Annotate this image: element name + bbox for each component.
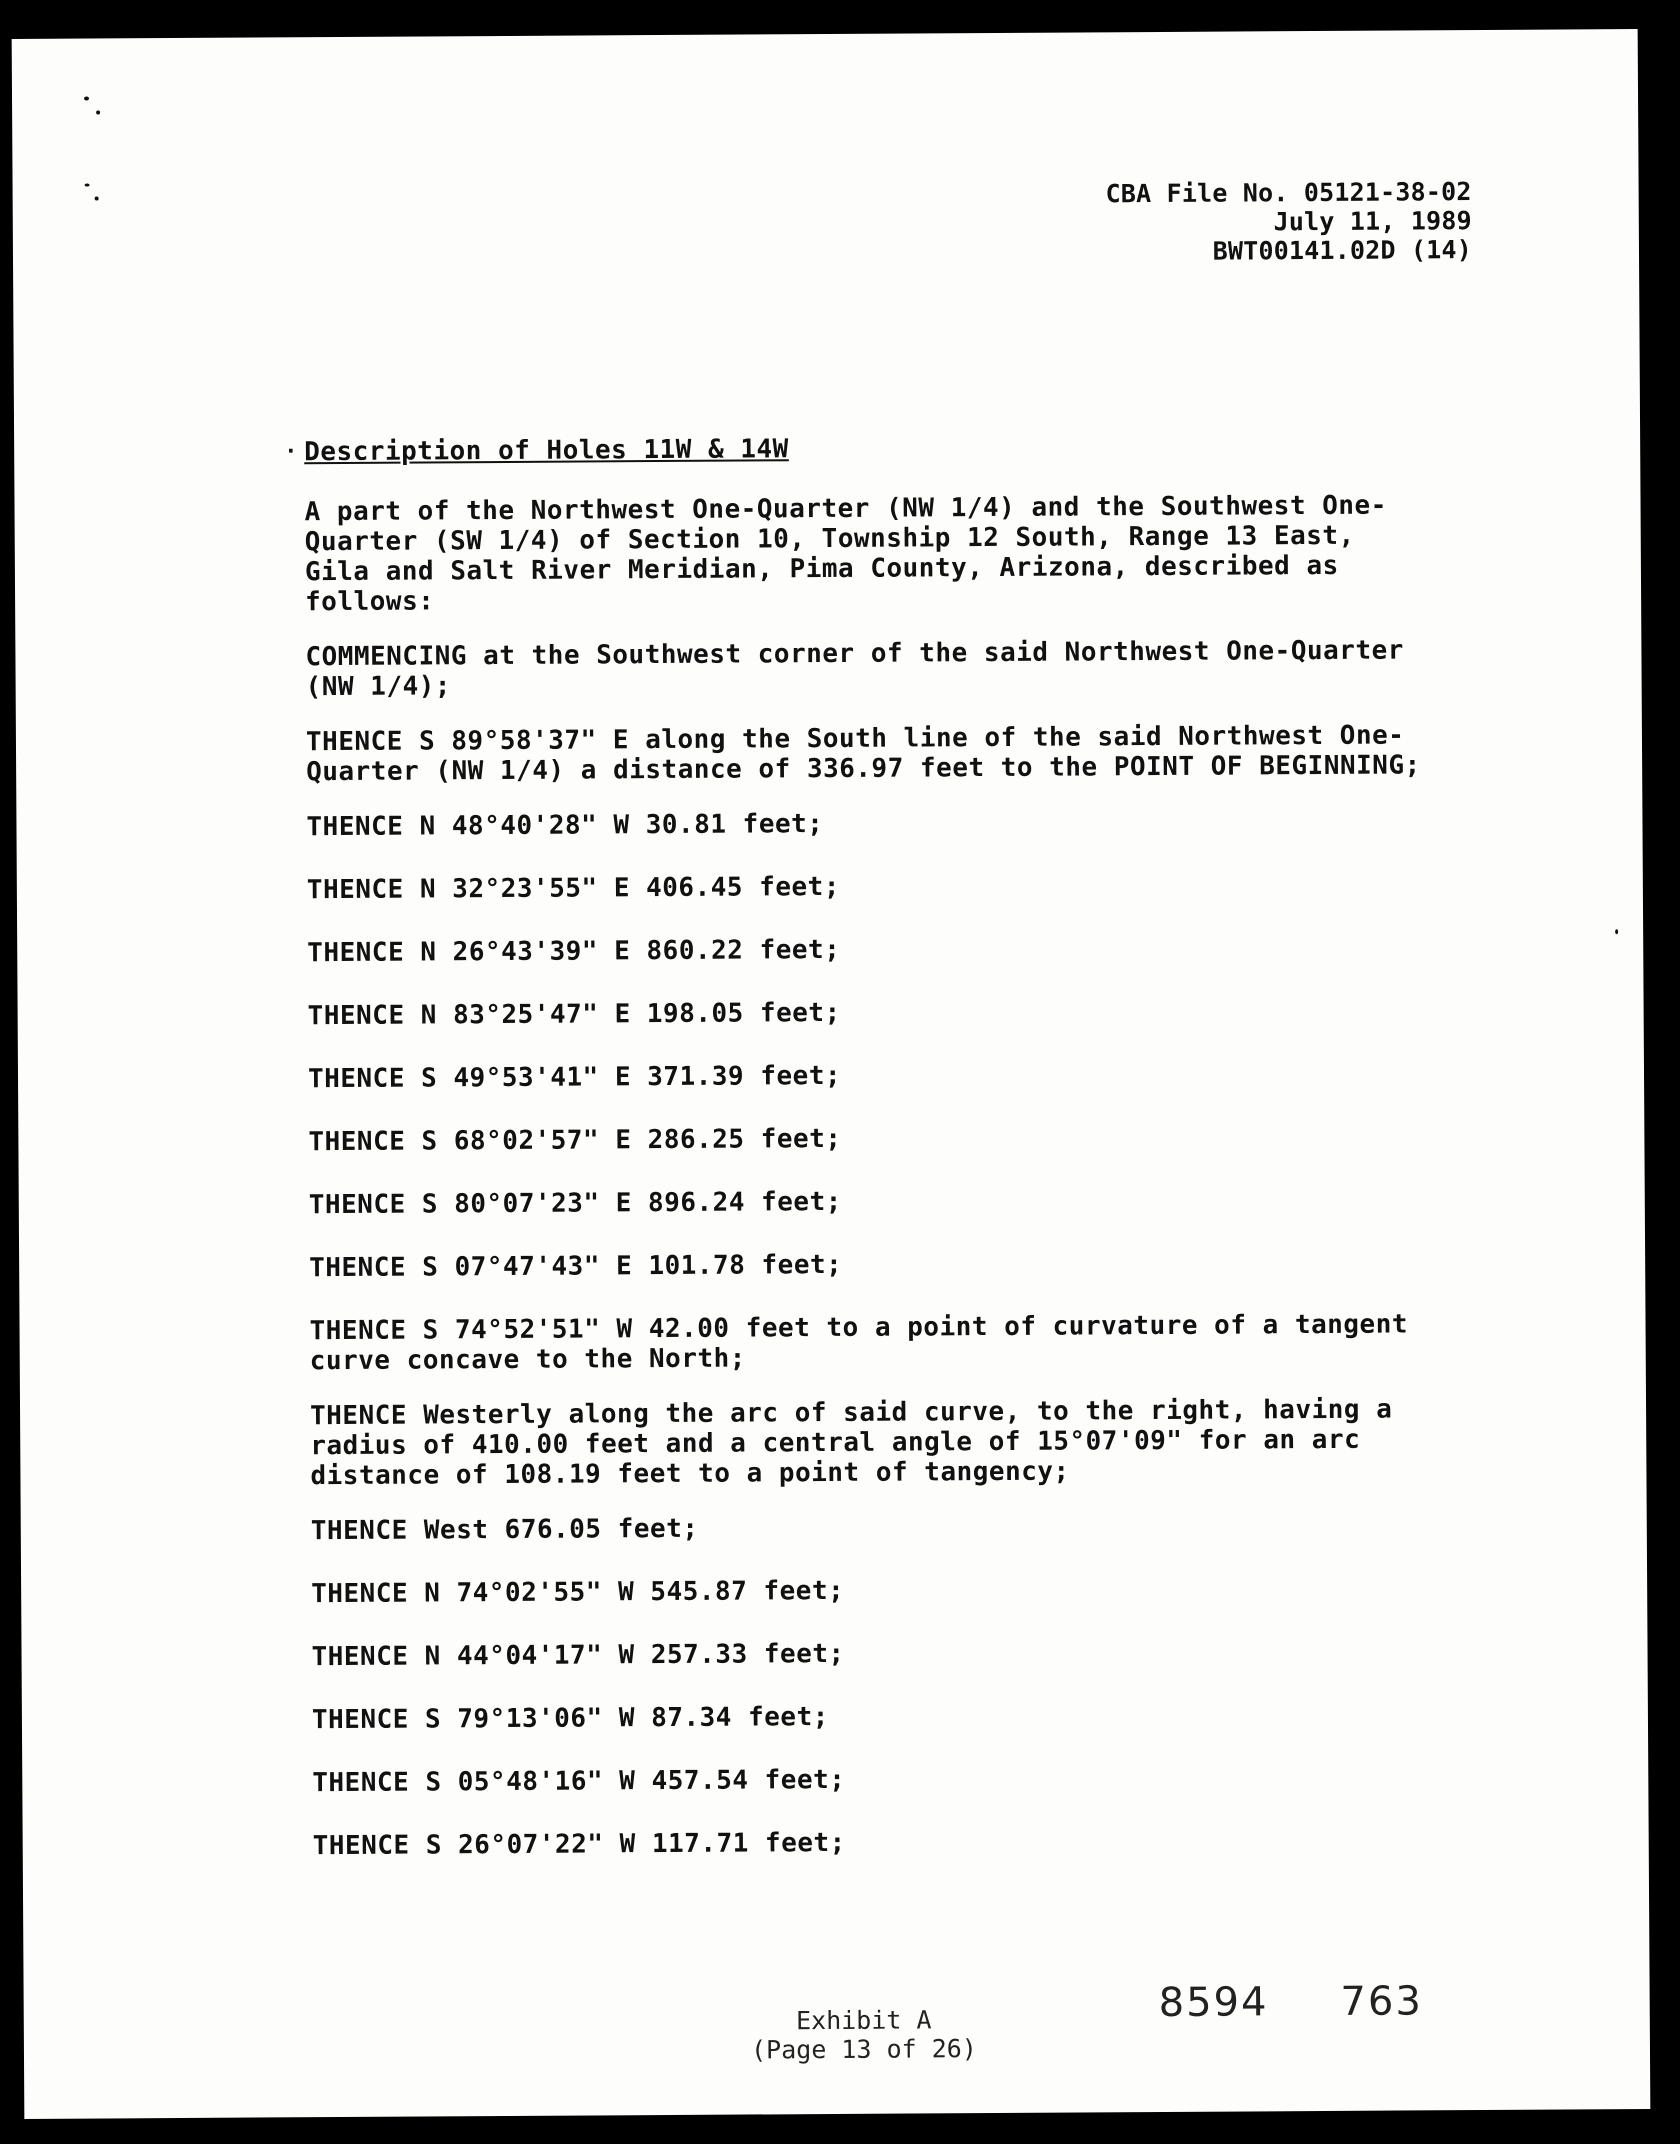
scan-speck: [95, 196, 99, 200]
file-number: CBA File No. 05121-38-02: [1105, 177, 1472, 209]
docket-page: 763: [1340, 1978, 1423, 2025]
recording-stamp: [1159, 1978, 1423, 2026]
scan-speck: [96, 110, 100, 114]
survey-call: THENCE S 49°53'41" E 371.39 feet;: [307, 1060, 842, 1095]
survey-call: THENCE N 83°25'47" E 198.05 feet;: [307, 997, 841, 1032]
exhibit-footer: [714, 2005, 1014, 2065]
scan-speck: [1615, 929, 1618, 934]
survey-call: THENCE N 32°23'55" E 406.45 feet;: [306, 871, 841, 906]
survey-call: THENCE West 676.05 feet;: [310, 1513, 699, 1547]
page-indicator: (Page 13 of 26): [750, 2034, 977, 2065]
survey-call: THENCE N 74°02'55" W 545.87 feet;: [311, 1575, 845, 1610]
exhibit-label: Exhibit A: [795, 2005, 932, 2036]
section-title: Description of Holes 11W & 14W: [304, 434, 789, 468]
scan-speck: [85, 184, 90, 187]
survey-call: THENCE N 48°40'28" W 30.81 feet;: [306, 809, 824, 843]
file-reference-block: [1106, 177, 1473, 266]
survey-call: THENCE S 26°07'22" W 117.71 feet;: [312, 1827, 846, 1862]
docket-number: 8594: [1158, 1979, 1269, 2027]
scanned-page: [12, 29, 1651, 2119]
survey-call: THENCE N 26°43'39" E 860.22 feet;: [307, 934, 841, 969]
survey-call: THENCE S 80°07'23" E 896.24 feet;: [308, 1186, 842, 1221]
document-code: BWT00141.02D (14): [1212, 235, 1473, 266]
margin-dot: ·: [284, 439, 299, 465]
document-date: July 11, 1989: [1273, 206, 1472, 237]
survey-call: THENCE S 79°13'06" W 87.34 feet;: [311, 1702, 829, 1736]
point-of-beginning-paragraph: THENCE S 89°58'37" E along the South line of the said Northwest One- Quarter (NW 1/4) a distance of 336.97 feet to the POINT OF BEGINNING;: [305, 720, 1421, 788]
survey-call: THENCE S 05°48'16" W 457.54 feet;: [312, 1764, 846, 1799]
legal-description: [284, 430, 1473, 1894]
scan-speck: [84, 97, 89, 101]
commencing-paragraph: COMMENCING at the Southwest corner of the said Northwest One-Quarter (NW 1/4);: [305, 635, 1404, 703]
description-paragraph: A part of the Northwest One-Quarter (NW 1/4) and the Southwest One- Quarter (SW 1/4) of Section 10, Township 12 South, Range 13 East, Gila and Salt River Meridian, Pima County, Arizona, described as follows:: [304, 490, 1387, 618]
curve-start-paragraph: THENCE S 74°52'51" W 42.00 feet to a point of curvature of a tangent curve concave to the North;: [309, 1309, 1409, 1377]
survey-call: THENCE N 44°04'17" W 257.33 feet;: [311, 1638, 845, 1673]
curve-arc-paragraph: THENCE Westerly along the arc of said curve, to the right, having a radius of 410.00 feet and a central angle of 15°07'09" for an arc distance of 108.19 feet to a point of tangency;: [309, 1394, 1393, 1492]
survey-call: THENCE S 68°02'57" E 286.25 feet;: [308, 1123, 842, 1158]
survey-call: THENCE S 07°47'43" E 101.78 feet;: [309, 1249, 843, 1284]
